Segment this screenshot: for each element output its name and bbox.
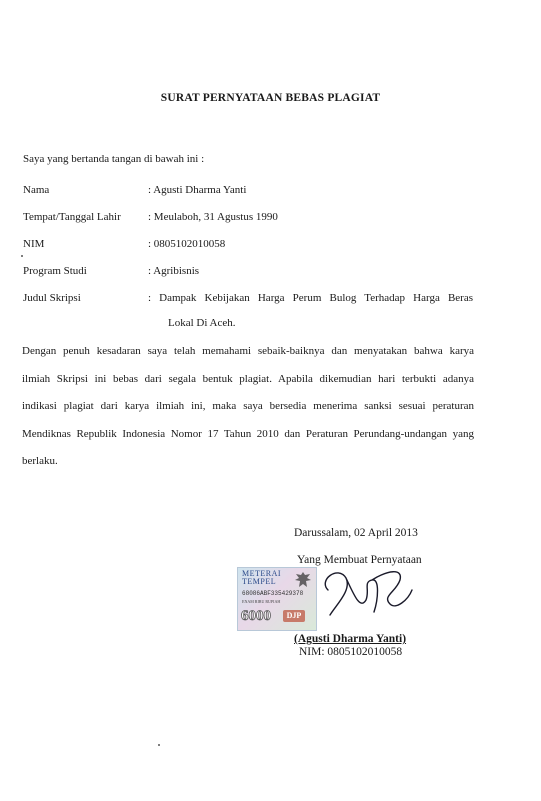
place-date: Darussalam, 02 April 2013 <box>294 527 418 539</box>
meterai-stamp <box>237 567 317 631</box>
scan-speck <box>158 744 160 746</box>
statement-line: berlaku. <box>22 455 58 467</box>
statement-line: Dengan penuh kesadaran saya telah memahami sebaik-baiknya dan menyatakan bahwa karya <box>22 345 474 357</box>
document-title: SURAT PERNYATAAN BEBAS PLAGIAT <box>160 92 381 104</box>
field-label-nim: NIM <box>23 238 45 250</box>
stamp-value: 6000 <box>241 608 271 624</box>
stamp-serial: 68086ABF335429378 <box>242 590 304 597</box>
stamp-small-text: ENAM RIBU RUPIAH <box>242 599 281 604</box>
signer-role: Yang Membuat Pernyataan <box>297 554 422 566</box>
statement-line: indikasi plagiat dari karya ilmiah ini, maka saya bersedia menerima sanksi sesuai peraturan <box>22 400 474 412</box>
statement-line: Mendiknas Republik Indonesia Nomor 17 Tahun 2010 dan Peraturan Perundang-undangan yang <box>22 428 474 440</box>
stamp-title-line1: METERAI <box>242 569 282 578</box>
stamp-mark: DJP <box>283 610 305 622</box>
field-value-nim: : 0805102010058 <box>148 238 226 250</box>
signer-name: (Agusti Dharma Yanti) <box>294 633 407 645</box>
field-value-judul: : Dampak Kebijakan Harga Perum Bulog Terhadap Harga Beras <box>148 292 473 304</box>
field-label-nama: Nama <box>23 184 50 196</box>
field-label-ttl: Tempat/Tanggal Lahir <box>23 211 121 223</box>
field-label-prodi: Program Studi <box>23 265 87 277</box>
field-value-prodi: : Agribisnis <box>148 265 200 277</box>
field-value-nama: : Agusti Dharma Yanti <box>148 184 247 196</box>
field-value-ttl: : Meulaboh, 31 Agustus 1990 <box>148 211 278 223</box>
field-label-judul: Judul Skripsi <box>23 292 81 304</box>
stamp-title <box>242 570 281 586</box>
statement-line: ilmiah Skripsi ini bebas dari segala bentuk plagiat. Apabila dikemudian hari terbukti adanya <box>22 373 474 385</box>
handwritten-signature <box>308 560 418 620</box>
signer-nim: NIM: 0805102010058 <box>299 646 403 658</box>
scan-speck <box>21 255 23 257</box>
field-value-judul-cont: Lokal Di Aceh. <box>168 317 236 329</box>
stamp-title-line2: TEMPEL <box>242 577 277 586</box>
intro-text: Saya yang bertanda tangan di bawah ini : <box>23 153 205 165</box>
